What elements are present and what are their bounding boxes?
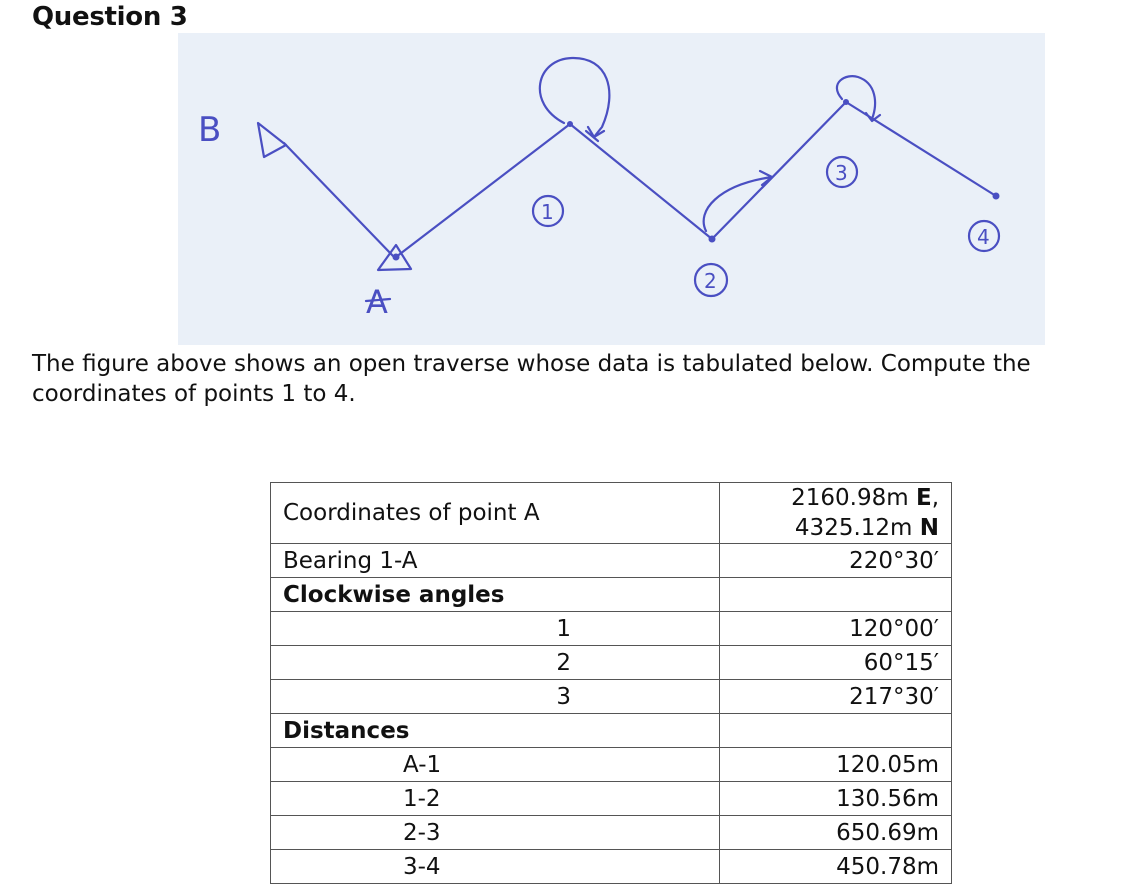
distances-header-cell: Distances bbox=[271, 714, 720, 748]
bearing-label-cell: Bearing 1-A bbox=[271, 544, 720, 578]
distance-value-cell: 450.78m bbox=[720, 850, 952, 884]
point-1-dot bbox=[567, 121, 573, 127]
angles-header-cell: Clockwise angles bbox=[271, 578, 720, 612]
table-row bbox=[271, 680, 952, 714]
distance-line-cell: 2-3 bbox=[271, 816, 720, 850]
empty-cell bbox=[720, 578, 952, 612]
label-3: 3 bbox=[835, 161, 848, 185]
table-row bbox=[271, 782, 952, 816]
traverse-data-table bbox=[270, 482, 952, 884]
point-3-dot bbox=[843, 99, 849, 105]
table-row bbox=[271, 816, 952, 850]
distance-value-cell: 120.05m bbox=[720, 748, 952, 782]
point-a-dot bbox=[393, 254, 400, 261]
table-row bbox=[271, 714, 952, 748]
line-2-3 bbox=[712, 102, 846, 239]
bearing-value-cell: 220°30′ bbox=[720, 544, 952, 578]
station-b-triangle bbox=[258, 123, 286, 157]
label-2: 2 bbox=[704, 269, 717, 293]
coord-value-cell bbox=[720, 483, 952, 544]
distance-value-cell: 130.56m bbox=[720, 782, 952, 816]
empty-cell bbox=[720, 714, 952, 748]
coord-label-cell: Coordinates of point A bbox=[271, 483, 720, 544]
coord-easting: 2160.98m bbox=[791, 485, 909, 511]
table-row bbox=[271, 646, 952, 680]
angle-value-cell: 60°15′ bbox=[720, 646, 952, 680]
line-a-1 bbox=[396, 124, 570, 257]
table-row bbox=[271, 612, 952, 646]
line-1-2 bbox=[570, 124, 712, 239]
question-title: Question 3 bbox=[32, 2, 188, 32]
coord-e-letter: E bbox=[915, 485, 932, 511]
angle-value-cell: 120°00′ bbox=[720, 612, 952, 646]
line-a-b bbox=[284, 143, 394, 257]
traverse-figure bbox=[178, 33, 1045, 345]
angle-arc-3 bbox=[837, 76, 875, 119]
distance-value-cell: 650.69m bbox=[720, 816, 952, 850]
table-row bbox=[271, 544, 952, 578]
label-1: 1 bbox=[541, 200, 554, 224]
angle-station-cell: 1 bbox=[271, 612, 720, 646]
coord-n-letter: N bbox=[919, 515, 939, 541]
label-a: A bbox=[366, 283, 388, 321]
angle-value-cell: 217°30′ bbox=[720, 680, 952, 714]
traverse-sketch bbox=[178, 33, 1045, 345]
distance-line-cell: A-1 bbox=[271, 748, 720, 782]
coord-northing: 4325.12m bbox=[794, 515, 913, 541]
table-row bbox=[271, 850, 952, 884]
label-b: B bbox=[198, 110, 222, 150]
table-row bbox=[271, 578, 952, 612]
distance-line-cell: 1-2 bbox=[271, 782, 720, 816]
problem-statement: The figure above shows an open traverse whose data is tabulated below. Compute the coordinates of points 1 to 4. bbox=[32, 351, 1031, 407]
angle-arc-1 bbox=[540, 58, 610, 137]
distance-line-cell: 3-4 bbox=[271, 850, 720, 884]
point-4-dot bbox=[993, 193, 1000, 200]
point-2-dot bbox=[709, 236, 716, 243]
angle-station-cell: 3 bbox=[271, 680, 720, 714]
coord-separator: , bbox=[931, 485, 939, 511]
table-row bbox=[271, 748, 952, 782]
table-row bbox=[271, 483, 952, 544]
angle-station-cell: 2 bbox=[271, 646, 720, 680]
label-4: 4 bbox=[977, 225, 990, 249]
